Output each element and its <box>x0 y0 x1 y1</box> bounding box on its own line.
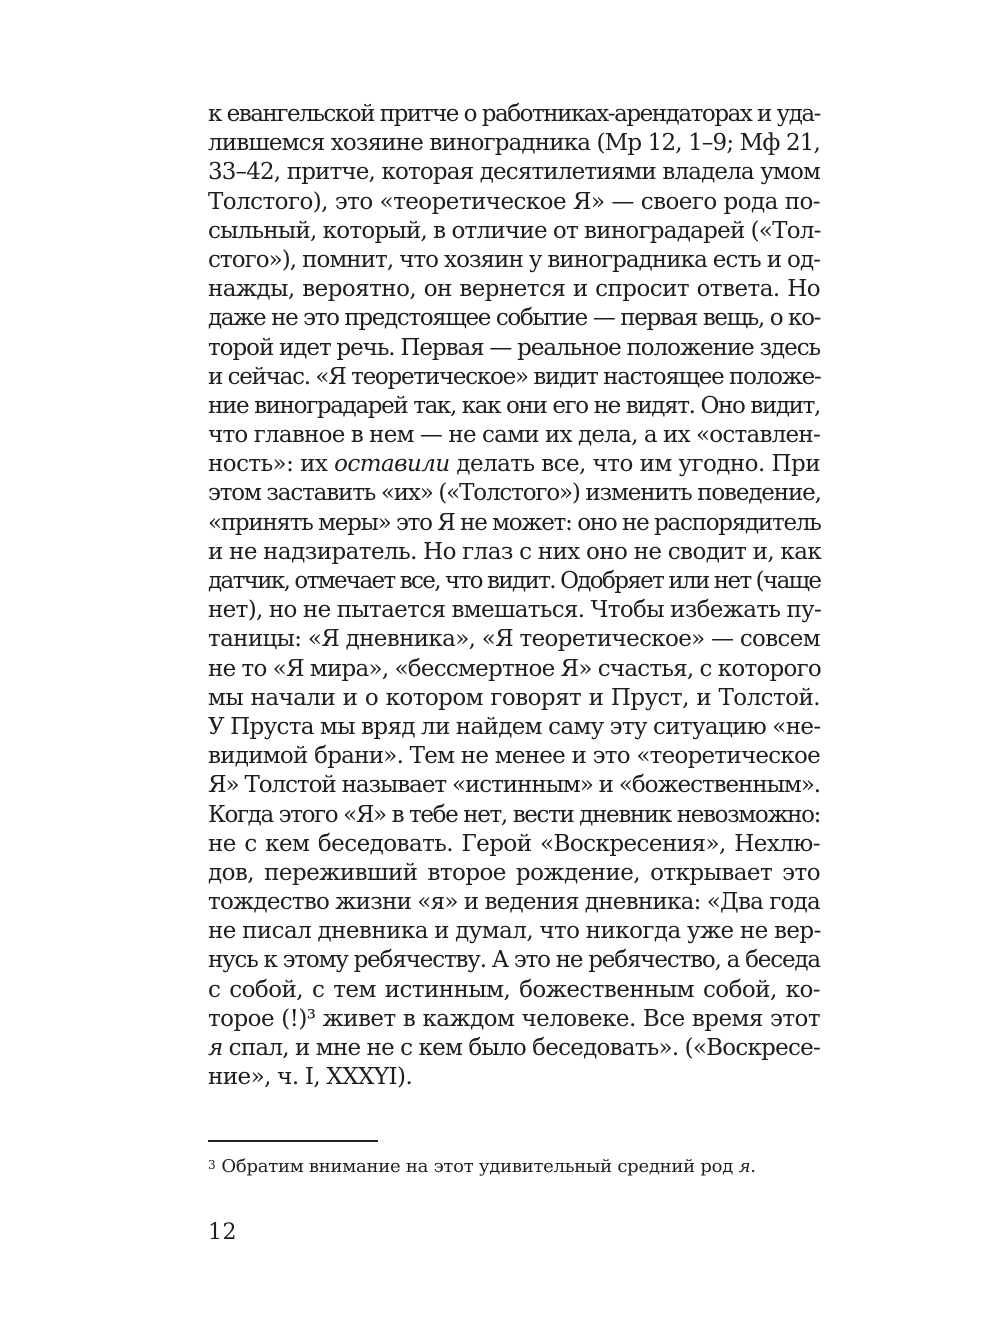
text-line: Я» Толстой называет «истинным» и «божественным». <box>208 772 820 799</box>
text-line: дов, переживший второе рождение, открывает это <box>208 859 820 886</box>
text-line: к евангельской притче о работниках-арендаторах и уда- <box>208 101 820 127</box>
text-line: этом заставить «их» («Толстого») изменить поведение, <box>208 480 821 507</box>
body-text <box>208 100 820 1092</box>
text-line: даже не это предстоящее событие — первая вещь, о ко- <box>208 305 820 332</box>
text-line: видимой брани». Тем не менее и это «теоретическое <box>208 743 820 770</box>
footnote-marker: 3 <box>208 1158 216 1172</box>
text-line: и сейчас. «Я теоретическое» видит настоящее положе- <box>208 363 821 390</box>
text-line: не то «Я мира», «бессмертное Я» счастья, с которого <box>208 655 822 682</box>
text-line: лившемся хозяине виноградника (Мр 12, 1–9; Мф 21, <box>208 130 820 157</box>
text-line: стого»), помнит, что хозяин у виноградника есть и од- <box>208 246 820 273</box>
text-line: торое (!)³ живет в каждом человеке. Все время этот <box>208 1005 820 1032</box>
footnote-text: Обратим внимание на этот удивительный средний род я. <box>221 1156 756 1177</box>
text-line: У Пруста мы вряд ли найдем саму эту ситуацию «не- <box>208 713 821 740</box>
text-line: тождество жизни «я» и ведения дневника: «Два года <box>208 889 820 916</box>
text-line: нажды, вероятно, он вернется и спросит ответа. Но <box>208 276 820 303</box>
text-line: ние виноградарей так, как они его не видят. Оно видит, <box>208 392 820 419</box>
text-line: не с кем беседовать. Герой «Воскресения», Нехлю- <box>208 830 820 857</box>
text-line: торой идет речь. Первая — реальное положение здесь <box>208 334 820 361</box>
text-line: ность»: их оставили делать все, что им угодно. При <box>208 451 820 478</box>
text-line: мы начали и о котором говорят и Пруст, и Толстой. <box>208 684 820 711</box>
page-number: 12 <box>208 1220 237 1245</box>
text-line: не писал дневника и думал, что никогда уже не вер- <box>208 918 821 945</box>
text-line: я спал, и мне не с кем было беседовать». («Воскресе- <box>208 1035 820 1061</box>
text-line: что главное в нем — не сами их дела, а их «оставлен- <box>208 422 820 449</box>
text-line: нет), но не пытается вмешаться. Чтобы избежать пу- <box>208 597 822 624</box>
text-line: сыльный, который, в отличие от виноградарей («Тол- <box>208 217 821 244</box>
text-line: датчик, отмечает все, что видит. Одобряет или нет (чаще <box>208 568 821 594</box>
text-line: «принять меры» это Я не может: оно не распорядитель <box>208 509 821 536</box>
text-line: Когда этого «Я» в тебе нет, вести дневник невозможно: <box>208 801 820 828</box>
text-line: Толстого), это «теоретическое Я» — своего рода по- <box>208 188 820 215</box>
text-line: с собой, с тем истинным, божественным собой, ко- <box>208 976 820 1003</box>
text-line: 33–42, притче, которая десятилетиями владела умом <box>208 159 820 186</box>
text-line: и не надзиратель. Но глаз с них оно не сводит и, как <box>208 538 822 565</box>
footnote <box>208 1154 820 1180</box>
text-line: таницы: «Я дневника», «Я теоретическое» — совсем <box>208 626 820 653</box>
text-line: ние», ч. I, XXXYI). <box>208 1064 413 1091</box>
footnote-divider <box>208 1140 378 1142</box>
text-line: нусь к этому ребячеству. А это не ребячество, а беседа <box>208 947 820 974</box>
